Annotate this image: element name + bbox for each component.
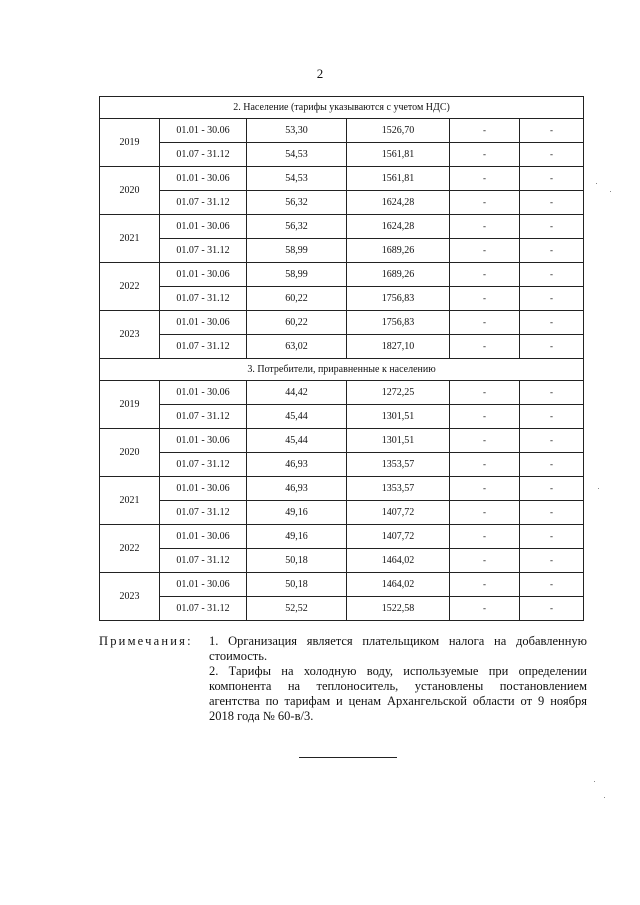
year-cell: 2022 [100,263,160,311]
empty-value-cell: - [450,335,520,359]
empty-value-cell: - [520,453,584,477]
notes-row-1 [99,634,587,724]
period-cell: 01.07 - 31.12 [160,143,247,167]
tariff-value-cell: 56,32 [247,191,347,215]
year-cell: 2023 [100,311,160,359]
empty-value-cell: - [450,191,520,215]
table-row [100,143,584,167]
section-title: 3. Потребители, приравненные к населению [100,359,584,381]
period-cell: 01.01 - 30.06 [160,429,247,453]
empty-value-cell: - [450,143,520,167]
table-row [100,477,584,501]
tariff-value-cell: 58,99 [247,263,347,287]
tariff-value-cell: 1464,02 [347,573,450,597]
table-row [100,573,584,597]
tariff-value-cell: 1522,58 [347,597,450,621]
scan-speck [594,781,595,782]
tariff-value-cell: 52,52 [247,597,347,621]
empty-value-cell: - [450,239,520,263]
tariff-value-cell: 54,53 [247,167,347,191]
tariff-value-cell: 46,93 [247,477,347,501]
tariff-value-cell: 1464,02 [347,549,450,573]
period-cell: 01.01 - 30.06 [160,311,247,335]
table-row [100,119,584,143]
note-item: 1. Организация является плательщиком налога на добавленную стоимость. [209,634,587,663]
tariff-value-cell: 45,44 [247,405,347,429]
notes-body [209,634,587,724]
period-cell: 01.01 - 30.06 [160,119,247,143]
tariff-value-cell: 53,30 [247,119,347,143]
tariff-value-cell: 46,93 [247,453,347,477]
empty-value-cell: - [520,263,584,287]
period-cell: 01.07 - 31.12 [160,239,247,263]
table-row [100,453,584,477]
page-number: 2 [316,66,324,81]
table-row [100,311,584,335]
period-cell: 01.01 - 30.06 [160,381,247,405]
table-row [100,191,584,215]
tariff-value-cell: 1407,72 [347,525,450,549]
empty-value-cell: - [450,453,520,477]
empty-value-cell: - [520,525,584,549]
table-row [100,263,584,287]
period-cell: 01.01 - 30.06 [160,525,247,549]
table-row [100,501,584,525]
empty-value-cell: - [520,429,584,453]
empty-value-cell: - [450,429,520,453]
tariff-value-cell: 63,02 [247,335,347,359]
empty-value-cell: - [520,405,584,429]
table-row [100,287,584,311]
empty-value-cell: - [520,335,584,359]
note-item: 2. Тарифы на холодную воду, используемые при определении компонента на теплоноситель, установлены постановлением агентства по тарифам и ценам Архангельской области от 9 ноября 2018 года № 60-в/3. [209,664,587,723]
period-cell: 01.01 - 30.06 [160,215,247,239]
year-cell: 2021 [100,215,160,263]
tariff-value-cell: 56,32 [247,215,347,239]
tariff-value-cell: 1756,83 [347,287,450,311]
period-cell: 01.07 - 31.12 [160,597,247,621]
period-cell: 01.01 - 30.06 [160,477,247,501]
table-row [100,525,584,549]
empty-value-cell: - [450,477,520,501]
tariff-value-cell: 49,16 [247,525,347,549]
tariff-value-cell: 1353,57 [347,453,450,477]
tariff-value-cell: 1689,26 [347,263,450,287]
tariff-value-cell: 44,42 [247,381,347,405]
tariff-value-cell: 50,18 [247,549,347,573]
empty-value-cell: - [520,501,584,525]
year-cell: 2020 [100,429,160,477]
year-cell: 2019 [100,119,160,167]
table-row [100,335,584,359]
empty-value-cell: - [450,311,520,335]
tariff-value-cell: 1624,28 [347,215,450,239]
signature-line [299,757,397,758]
empty-value-cell: - [450,381,520,405]
table-row [100,429,584,453]
table-row [100,167,584,191]
tariff-value-cell: 1624,28 [347,191,450,215]
year-cell: 2019 [100,381,160,429]
empty-value-cell: - [520,215,584,239]
tariff-value-cell: 1827,10 [347,335,450,359]
period-cell: 01.07 - 31.12 [160,453,247,477]
table-row [100,549,584,573]
period-cell: 01.07 - 31.12 [160,501,247,525]
empty-value-cell: - [520,119,584,143]
tariff-value-cell: 1353,57 [347,477,450,501]
tariff-value-cell: 1689,26 [347,239,450,263]
empty-value-cell: - [520,191,584,215]
period-cell: 01.07 - 31.12 [160,287,247,311]
tariff-value-cell: 45,44 [247,429,347,453]
tariff-value-cell: 1272,25 [347,381,450,405]
empty-value-cell: - [450,501,520,525]
empty-value-cell: - [520,573,584,597]
tariff-value-cell: 54,53 [247,143,347,167]
tariff-table-body [100,97,584,621]
empty-value-cell: - [450,525,520,549]
section-header-row [100,359,584,381]
tariff-value-cell: 1526,70 [347,119,450,143]
year-cell: 2022 [100,525,160,573]
tariff-value-cell: 50,18 [247,573,347,597]
tariff-value-cell: 60,22 [247,311,347,335]
empty-value-cell: - [520,381,584,405]
notes-block [99,634,587,724]
scan-speck [610,191,611,192]
tariff-value-cell: 49,16 [247,501,347,525]
period-cell: 01.07 - 31.12 [160,191,247,215]
empty-value-cell: - [520,239,584,263]
tariff-value-cell: 1301,51 [347,429,450,453]
table-row [100,381,584,405]
empty-value-cell: - [450,167,520,191]
empty-value-cell: - [520,143,584,167]
empty-value-cell: - [450,263,520,287]
section-header-row [100,97,584,119]
period-cell: 01.07 - 31.12 [160,335,247,359]
empty-value-cell: - [450,573,520,597]
table-row [100,239,584,263]
tariff-value-cell: 60,22 [247,287,347,311]
period-cell: 01.07 - 31.12 [160,405,247,429]
empty-value-cell: - [520,167,584,191]
empty-value-cell: - [450,549,520,573]
empty-value-cell: - [520,287,584,311]
tariff-value-cell: 58,99 [247,239,347,263]
notes-label: Примечания: [99,634,193,648]
tariff-value-cell: 1407,72 [347,501,450,525]
table-row [100,215,584,239]
tariff-value-cell: 1561,81 [347,143,450,167]
table-row [100,405,584,429]
scan-speck [604,797,605,798]
year-cell: 2021 [100,477,160,525]
period-cell: 01.01 - 30.06 [160,263,247,287]
empty-value-cell: - [520,549,584,573]
period-cell: 01.01 - 30.06 [160,573,247,597]
empty-value-cell: - [520,311,584,335]
empty-value-cell: - [450,287,520,311]
tariff-value-cell: 1756,83 [347,311,450,335]
year-cell: 2023 [100,573,160,621]
scan-speck [596,183,597,184]
tariff-value-cell: 1301,51 [347,405,450,429]
period-cell: 01.07 - 31.12 [160,549,247,573]
section-title: 2. Население (тарифы указываются с учетом НДС) [100,97,584,119]
empty-value-cell: - [520,477,584,501]
scan-speck [598,488,599,489]
empty-value-cell: - [450,215,520,239]
tariff-value-cell: 1561,81 [347,167,450,191]
empty-value-cell: - [450,405,520,429]
empty-value-cell: - [450,119,520,143]
empty-value-cell: - [520,597,584,621]
period-cell: 01.01 - 30.06 [160,167,247,191]
empty-value-cell: - [450,597,520,621]
tariff-table [99,96,584,621]
table-row [100,597,584,621]
year-cell: 2020 [100,167,160,215]
